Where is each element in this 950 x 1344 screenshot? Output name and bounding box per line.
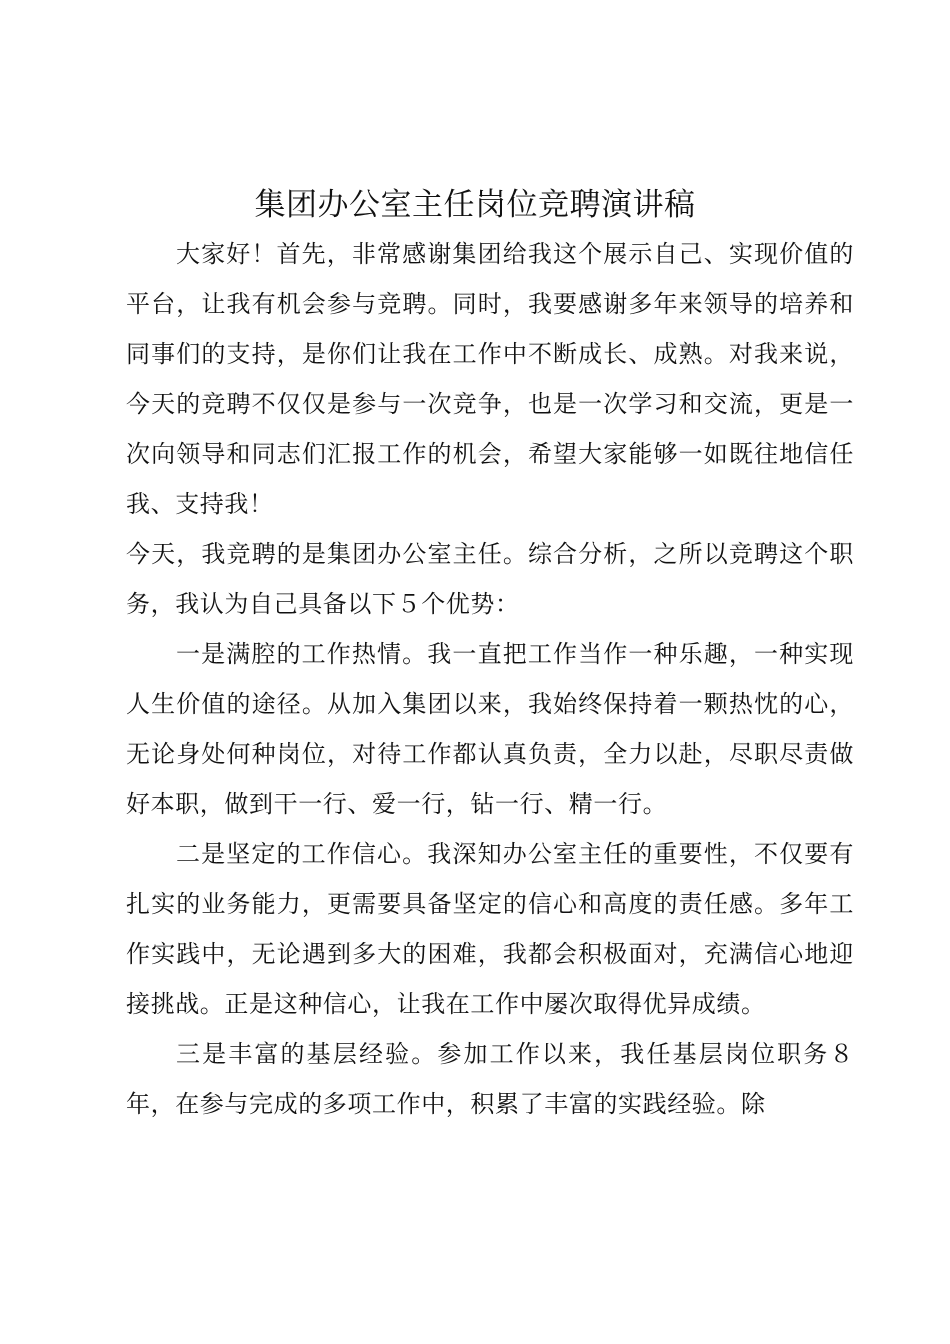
paragraph-position-intro: 今天，我竞聘的是集团办公室主任。综合分析，之所以竞聘这个职务，我认为自己具备以下５个优势： [126, 540, 854, 618]
paragraph-advantage-confidence: 二是坚定的工作信心。我深知办公室主任的重要性，不仅要有扎实的业务能力，更需要具备坚定的信心和高度的责任感。多年工作实践中，无论遇到多大的困难，我都会积极面对，充满信心地迎接挑战。正是这种信心，让我在工作中屡次取得优异成绩。 [126, 840, 854, 1018]
paragraph-advantage-experience: 三是丰富的基层经验。参加工作以来，我任基层岗位职务８年，在参与完成的多项工作中，积累了丰富的实践经验。除 [126, 1040, 854, 1118]
document-title: 集团办公室主任岗位竞聘演讲稿 [254, 187, 696, 223]
paragraph-advantage-enthusiasm: 一是满腔的工作热情。我一直把工作当作一种乐趣，一种实现人生价值的途径。从加入集团以来，我始终保持着一颗热忱的心，无论身处何种岗位，对待工作都认真负责，全力以赴，尽职尽责做好本职，做到干一行、爱一行，钻一行、精一行。 [126, 640, 854, 818]
document-body [126, 229, 854, 1129]
paragraph-greeting: 大家好！首先，非常感谢集团给我这个展示自己、实现价值的平台，让我有机会参与竞聘。同时，我要感谢多年来领导的培养和同事们的支持，是你们让我在工作中不断成长、成熟。对我来说，今天的竞聘不仅仅是参与一次竞争，也是一次学习和交流，更是一次向领导和同志们汇报工作的机会，希望大家能够一如既往地信任我、支持我！ [126, 240, 854, 518]
